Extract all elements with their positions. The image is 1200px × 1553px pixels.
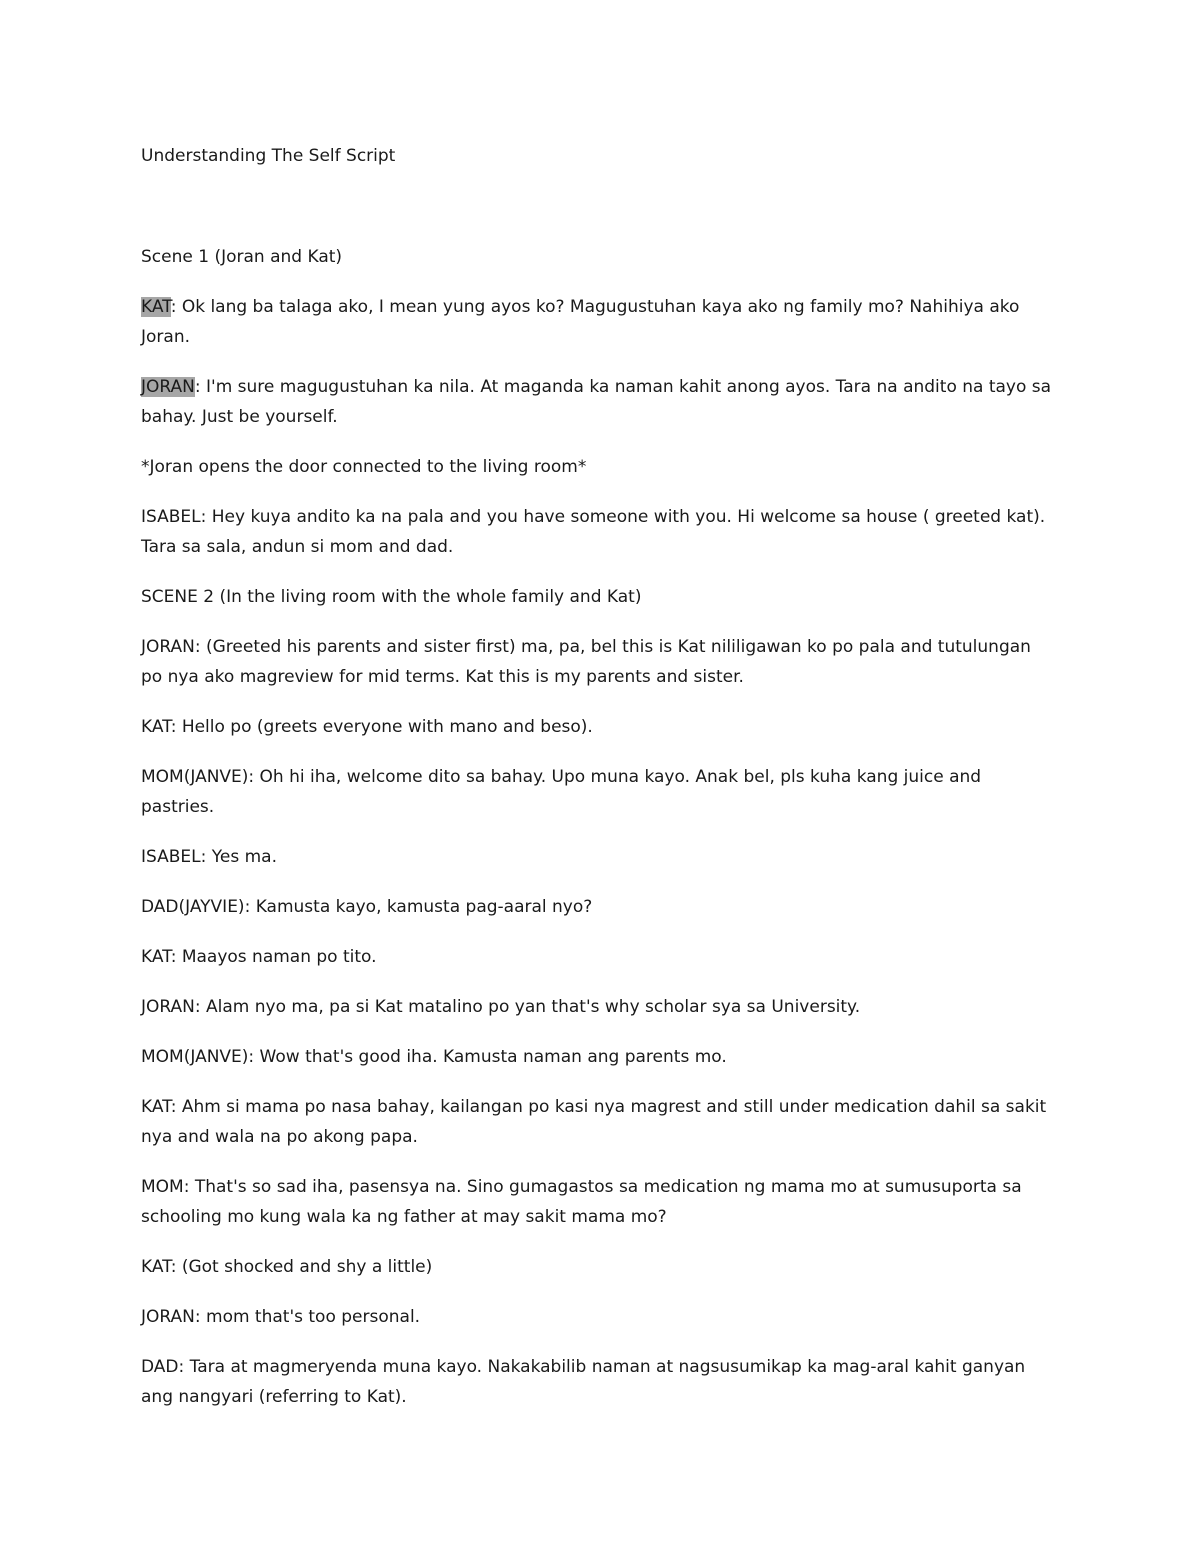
speaker-name: MOM(JANVE) [141,767,249,787]
speaker-name: MOM(JANVE) [141,1047,249,1067]
speaker-name: JORAN [141,377,195,397]
dialogue-line [141,1302,1056,1332]
dialogue-text: : Maayos naman po tito. [170,947,377,967]
dialogue-text: : Yes ma. [200,847,277,867]
speaker-name: ISABEL [141,847,201,867]
dialogue-text: : Wow that's good iha. Kamusta naman ang parents mo. [248,1047,727,1067]
speaker-name: KAT [141,297,171,317]
speaker-name: MOM [141,1177,184,1197]
speaker-name: KAT [141,717,171,737]
dialogue-line [141,1172,1056,1232]
dialogue-text: : mom that's too personal. [194,1307,421,1327]
speaker-name: ISABEL [141,507,201,527]
dialogue-line [141,1092,1056,1152]
dialogue-line [141,1042,1056,1072]
dialogue-text: : (Got shocked and shy a little) [170,1257,433,1277]
document-title: Understanding The Self Script [141,146,396,166]
dialogue-text: : (Greeted his parents and sister first) ma, pa, bel this is Kat nililigawan ko po pala and tutulungan po nya ako magreview for mid terms. Kat this is my parents and sister. [141,637,1031,687]
dialogue-text: : That's so sad iha, pasensya na. Sino gumagastos sa medication ng mama mo at sumusuporta sa schooling mo kung wala ka ng father at may sakit mama mo? [141,1177,1022,1227]
dialogue-line [141,502,1056,562]
dialogue-text: : I'm sure magugustuhan ka nila. At maganda ka naman kahit anong ayos. Tara na andito na tayo sa bahay. Just be yourself. [141,377,1052,427]
dialogue-text: : Alam nyo ma, pa si Kat matalino po yan that's why scholar sya sa University. [194,997,861,1017]
dialogue-line [141,712,1056,742]
dialogue-line [141,1252,1056,1282]
dialogue-text: : Tara at magmeryenda muna kayo. Nakakabilib naman at nagsusumikap ka mag-aral kahit ganyan ang nangyari (referring to Kat). [141,1357,1026,1407]
dialogue-text: : Hey kuya andito ka na pala and you have someone with you. Hi welcome sa house ( greeted kat). Tara sa sala, andun si mom and dad. [141,507,1046,557]
dialogue-line [141,942,1056,972]
speaker-name: KAT [141,1257,171,1277]
speaker-name: DAD [141,1357,179,1377]
speaker-name: KAT [141,1097,171,1117]
dialogue-line [141,632,1056,692]
document-body [141,141,1056,1432]
scene-1-heading: Scene 1 (Joran and Kat) [141,247,343,267]
speaker-name: JORAN [141,1307,195,1327]
dialogue-text: : Ahm si mama po nasa bahay, kailangan po kasi nya magrest and still under medication dahil sa sakit nya and wala na po akong papa. [141,1097,1047,1147]
dialogue-line [141,992,1056,1022]
stage-direction: *Joran opens the door connected to the living room* [141,457,587,477]
dialogue-line [141,842,1056,872]
speaker-name: JORAN [141,997,195,1017]
scene-2-heading: SCENE 2 (In the living room with the whole family and Kat) [141,587,642,607]
dialogue-text: : Ok lang ba talaga ako, I mean yung ayos ko? Magugustuhan kaya ako ng family mo? Nahihiya ako Joran. [141,297,1020,347]
dialogue-line [141,1352,1056,1412]
dialogue-line [141,762,1056,822]
dialogue-text: : Hello po (greets everyone with mano and beso). [170,717,593,737]
speaker-name: DAD(JAYVIE) [141,897,245,917]
speaker-name: JORAN [141,637,195,657]
dialogue-line [141,292,1056,352]
dialogue-line [141,372,1056,432]
dialogue-text: : Kamusta kayo, kamusta pag-aaral nyo? [244,897,593,917]
dialogue-text: : Oh hi iha, welcome dito sa bahay. Upo muna kayo. Anak bel, pls kuha kang juice and pastries. [141,767,982,817]
dialogue-line [141,892,1056,922]
speaker-name: KAT [141,947,171,967]
